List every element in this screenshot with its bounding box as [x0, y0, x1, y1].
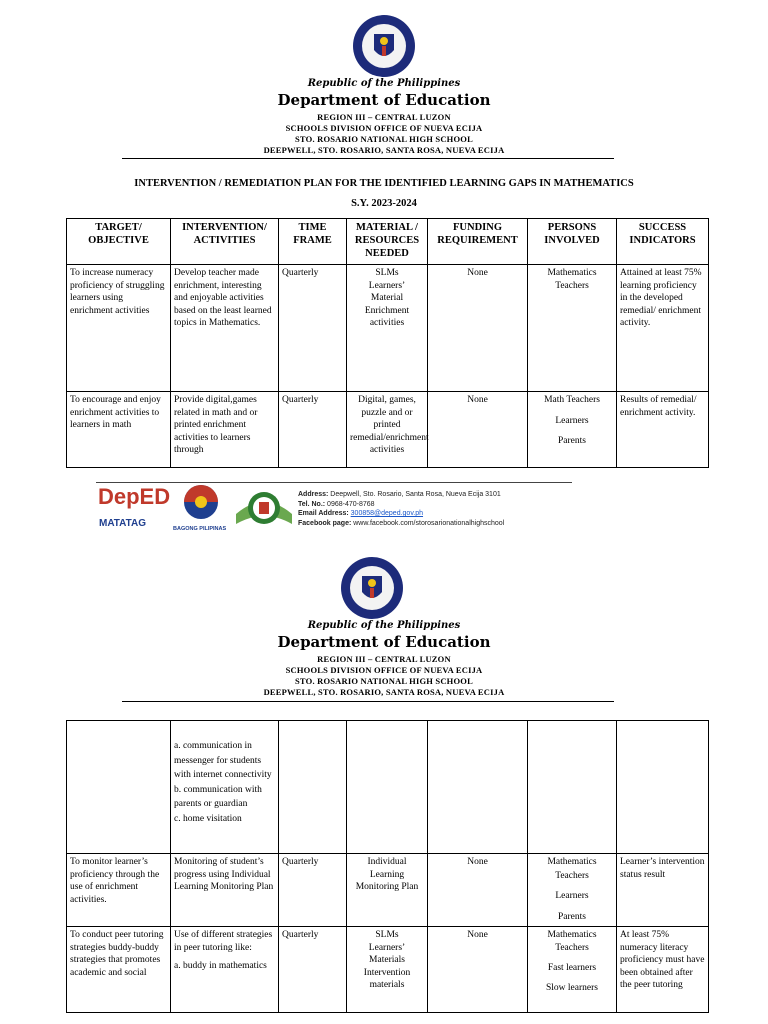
header-indicators: SUCCESS INDICATORS	[617, 219, 709, 265]
header-funding: FUNDING REQUIREMENT	[428, 219, 528, 265]
school-logo	[234, 484, 294, 532]
activities-cell: Develop teacher made enrichment, interesting and enjoyable activities based on the least learned topics in Mathematics.	[171, 265, 279, 392]
header-persons: PERSONS INVOLVED	[528, 219, 617, 265]
persons-cell: Mathematics Teachers	[528, 265, 617, 392]
objective-cell: To conduct peer tutoring strategies buddy-buddy strategies that promotes academic and social	[67, 927, 171, 1013]
email-link[interactable]: 300858@deped.gov.ph	[350, 510, 424, 517]
persons-cell: Mathematics Teachers Fast learners Slow learners	[528, 927, 617, 1013]
table-row	[67, 927, 709, 1013]
region-text: REGION III – CENTRAL LUZON	[317, 654, 451, 664]
deped-seal-icon	[340, 556, 404, 620]
facebook-link[interactable]: www.facebook.com/storosarionationalhighschool	[353, 519, 505, 527]
table-row	[67, 392, 709, 468]
footer-divider	[96, 482, 572, 483]
school-address: DEEPWELL, STO. ROSARIO, SANTA ROSA, NUEVA ECIJA	[263, 145, 505, 155]
funding-cell: None	[428, 927, 528, 1013]
contact-block: Address: Deepwell, Sto. Rosario, Santa Rosa, Nueva Ecija 3101 Tel. No.: 0968-470-8768 Email Address: 300858@deped.gov.ph Facebook page: www.facebook.com/storosarionationalhighschool	[298, 491, 505, 527]
activities-cell: Provide digital,games related in math and or printed enrichment activities to learners through	[171, 392, 279, 468]
republic-text: Republic of the Philippines	[307, 620, 461, 631]
republic-text: Republic of the Philippines	[307, 78, 461, 89]
time-frame-cell: Quarterly	[279, 392, 347, 468]
persons-cell: Math Teachers Learners Parents	[528, 392, 617, 468]
materials-cell: SLMs Learners’ Material Enrichment activities	[347, 265, 428, 392]
time-frame-cell: Quarterly	[279, 854, 347, 927]
division-text: SCHOOLS DIVISION OFFICE OF NUEVA ECIJA	[285, 665, 483, 675]
table-row	[67, 854, 709, 927]
indicators-cell: Results of remedial/ enrichment activity.	[617, 392, 709, 468]
school-name: STO. ROSARIO NATIONAL HIGH SCHOOL	[295, 676, 473, 686]
school-address: DEEPWELL, STO. ROSARIO, SANTA ROSA, NUEVA ECIJA	[263, 687, 505, 697]
objective-cell: To increase numeracy proficiency of struggling learners using enrichment activities	[67, 265, 171, 392]
time-frame-cell: Quarterly	[279, 927, 347, 1013]
bagong-pilipinas-logo	[172, 482, 230, 534]
svg-text:BAGONG PILIPINAS: BAGONG PILIPINAS	[173, 526, 227, 532]
objective-cell: To monitor learner’s proficiency through the use of enrichment activities.	[67, 854, 171, 927]
persons-cell	[528, 721, 617, 854]
header-materials: MATERIAL / RESOURCES NEEDED	[347, 219, 428, 265]
time-frame-cell	[279, 721, 347, 854]
activities-cell: Use of different strategies in peer tutoring like: a. buddy in mathematics	[171, 927, 279, 1013]
table-row	[67, 265, 709, 392]
activities-cell: a. communication in messenger for students with internet connectivity b. communication with parents or guardian c. home visitation	[171, 721, 279, 854]
svg-text:MATATAG: MATATAG	[99, 518, 147, 529]
indicators-cell: At least 75% numeracy literacy proficiency must have been obtained after the peer tutoring	[617, 927, 709, 1013]
intervention-table-continued	[66, 720, 709, 1013]
persons-cell: Mathematics Teachers Learners Parents	[528, 854, 617, 927]
materials-cell	[347, 721, 428, 854]
time-frame-cell: Quarterly	[279, 265, 347, 392]
funding-cell: None	[428, 854, 528, 927]
header-divider	[122, 158, 614, 159]
table-row	[67, 721, 709, 854]
region-text: REGION III – CENTRAL LUZON	[317, 112, 451, 122]
header-activities: INTERVENTION/ ACTIVITIES	[171, 219, 279, 265]
materials-cell: Digital, games, puzzle and or printed remedial/enrichment activities	[347, 392, 428, 468]
funding-cell	[428, 721, 528, 854]
department-title: Department of Education	[277, 91, 491, 109]
indicators-cell: Learner’s intervention status result	[617, 854, 709, 927]
funding-cell: None	[428, 265, 528, 392]
deped-seal-icon	[352, 14, 416, 78]
materials-cell: SLMs Learners’ Materials Intervention materials	[347, 927, 428, 1013]
header-time-frame: TIME FRAME	[279, 219, 347, 265]
activities-cell: Monitoring of student’s progress using Individual Learning Monitoring Plan	[171, 854, 279, 927]
header-divider	[122, 701, 614, 702]
materials-cell: Individual Learning Monitoring Plan	[347, 854, 428, 927]
school-year: S.Y. 2023-2024	[351, 198, 417, 209]
indicators-cell	[617, 721, 709, 854]
objective-cell	[67, 721, 171, 854]
funding-cell: None	[428, 392, 528, 468]
intervention-table	[66, 218, 709, 468]
school-name: STO. ROSARIO NATIONAL HIGH SCHOOL	[295, 134, 473, 144]
table-header-row	[67, 219, 709, 265]
document-title: INTERVENTION / REMEDIATION PLAN FOR THE IDENTIFIED LEARNING GAPS IN MATHEMATICS	[134, 178, 634, 189]
page-footer	[96, 482, 576, 534]
indicators-cell: Attained at least 75% learning proficiency in the developed remedial/ enrichment activity.	[617, 265, 709, 392]
header-objective: TARGET/ OBJECTIVE	[67, 219, 171, 265]
svg-text:DepED: DepED	[98, 484, 171, 509]
deped-matatag-logo	[96, 482, 171, 534]
department-title: Department of Education	[277, 633, 491, 651]
objective-cell: To encourage and enjoy enrichment activities to learners in math	[67, 392, 171, 468]
division-text: SCHOOLS DIVISION OFFICE OF NUEVA ECIJA	[285, 123, 483, 133]
